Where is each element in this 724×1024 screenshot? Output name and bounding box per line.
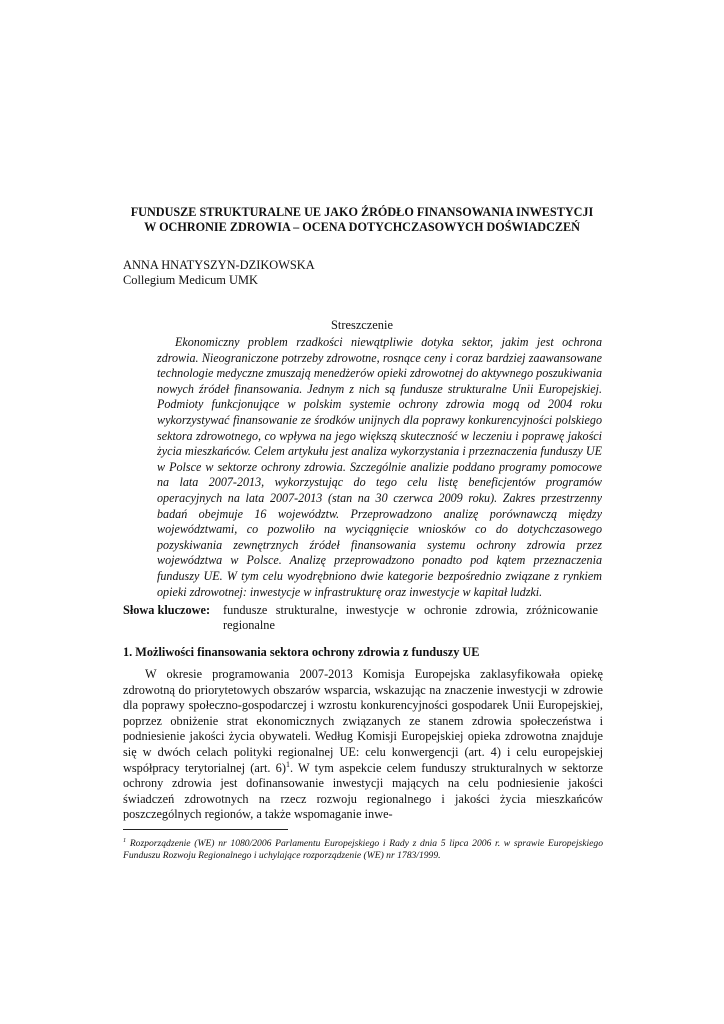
author-block — [123, 258, 315, 288]
abstract-heading: Streszczenie — [331, 318, 393, 332]
author-name: ANNA HNATYSZYN-DZIKOWSKA — [123, 258, 315, 272]
section-heading: 1. Możliwości finansowania sektora ochrony zdrowia z funduszy UE — [123, 645, 480, 659]
footnote-reference: 1 — [285, 759, 290, 769]
body-text-part-2: . W tym aspekcie celem funduszy strukturalnych w sektorze ochrony zdrowia jest dofinansowanie inwestycji mających na celu podniesienie jakości świadczeń zdrowotnych na rzecz rozwoju regionalnego i jakości życia mieszkańców poszczególnych regionów, a także wspomaganie inwe- — [123, 760, 603, 822]
abstract-text: Ekonomiczny problem rzadkości niewątpliwie dotyka sektor, jakim jest ochrona zdrowia. Nieograniczone potrzeby zdrowotne, rosnące ceny i coraz bardziej zaawansowane technologie medyczne zmuszają menedżerów opieki zdrowotnej do aktywnego poszukiwania nowych źródeł finansowania. Jednym z nich są fundusze strukturalne Unii Europejskiej. Podmioty funkcjonujące w polskim systemie ochrony zdrowia mogą od 2004 roku wykorzystywać finansowanie ze środków unijnych dla poprawy konkurencyjności polskiego sektora zdrowotnego, co wpływa na jego większą skuteczność w leczeniu i poprawę jakości życia mieszkańców. Celem artykułu jest analiza wykorzystania i przeznaczenia funduszy UE w Polsce w sektorze ochrony zdrowia. Szczególnie analizie poddano programy pomocowe na lata 2007-2013, wykorzystując do tego celu listę beneficjentów programów operacyjnych na lata 2007-2013 (stan na 30 czerwca 2009 roku). Zakres przestrzenny badań obejmuje 16 województw. Przeprowadzono analizę porównawczą między województwami, co pozwoliło na wyciągnięcie wniosków co do dotychczasowego pozyskiwania zewnętrznych źródeł finansowania systemu ochrony zdrowia przez województwa w Polsce. Analizę przeprowadzono ponadto pod kątem przeznaczenia funduszy UE. W tym celu wyodrębniono dwie kategorie bezpośrednio związane z rynkiem opieki zdrowotnej: inwestycje w infrastrukturę oraz inwestycje w kapitał ludzki. — [157, 335, 602, 599]
footnote — [123, 838, 603, 863]
body-paragraph — [123, 667, 603, 823]
keywords-label: Słowa kluczowe: — [123, 603, 211, 617]
abstract — [157, 335, 602, 600]
paper-title — [110, 205, 614, 235]
keywords — [123, 603, 603, 634]
title-line-2: W OCHRONIE ZDROWIA – OCENA DOTYCHCZASOWYCH DOŚWIADCZEŃ — [144, 220, 580, 234]
keywords-text: fundusze strukturalne, inwestycje w ochronie zdrowia, zróżnicowanie regionalne — [223, 603, 598, 633]
title-line-1: FUNDUSZE STRUKTURALNE UE JAKO ŹRÓDŁO FINANSOWANIA INWESTYCJI — [130, 205, 594, 219]
footnote-number: 1 — [123, 836, 127, 844]
footnote-separator — [123, 829, 288, 830]
body-text-part-1: W okresie programowania 2007-2013 Komisja Europejska zaklasyfikowała opiekę zdrowotną do priorytetowych obszarów wsparcia, wskazując na znaczenie inwestycji w zdrowie dla poprawy społeczno-gospodarczej i wzrostu konkurencyjności gospodarek Unii Europejskiej, poprzez obniżenie strat ekonomicznych związanych ze stanem zdrowia społeczeństwa i podniesienie jakości życia obywateli. Według Komisji Europejskiej opieka zdrowotna znajduje się w dwóch celach polityki regionalnej UE: celu konwergencji (art. 4) i celu europejskiej współpracy terytorialnej (art. 6) — [123, 667, 603, 775]
author-affiliation: Collegium Medicum UMK — [123, 273, 258, 287]
footnote-text: Rozporządzenie (WE) nr 1080/2006 Parlamentu Europejskiego i Rady z dnia 5 lipca 2006 r. w sprawie Europejskiego Funduszu Rozwoju Regionalnego i uchylające rozporządzenie (WE) nr 1783/1999. — [123, 838, 603, 862]
